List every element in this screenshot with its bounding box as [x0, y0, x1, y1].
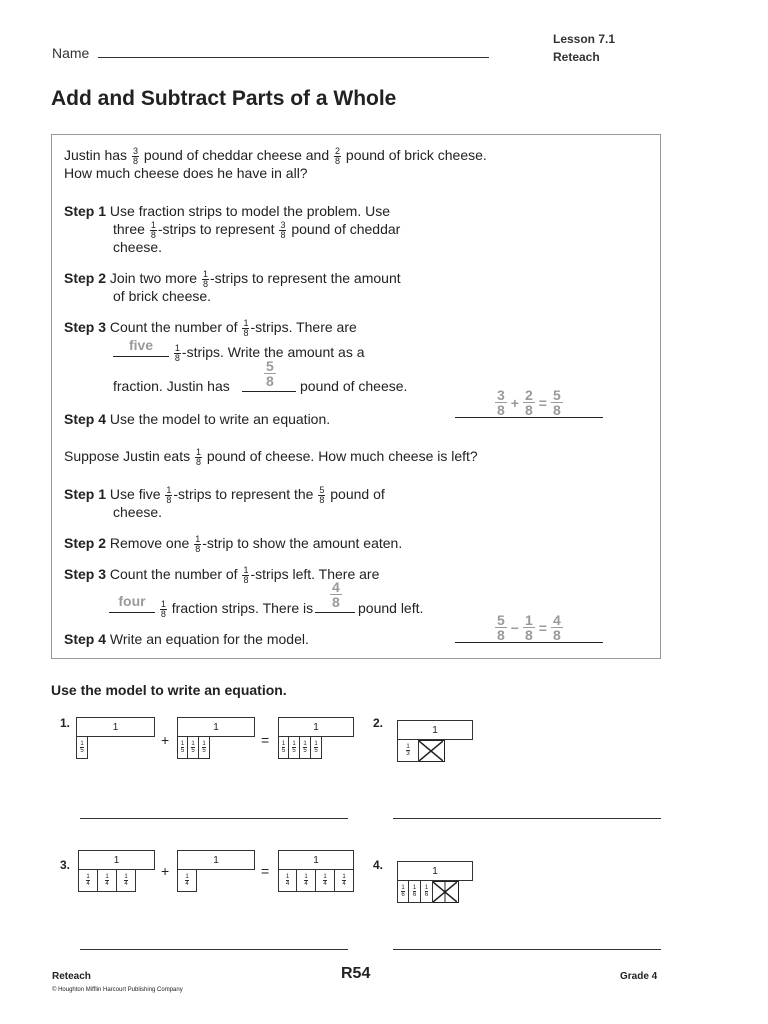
p2-step4: Step 4 Write an equation for the model. — [64, 631, 309, 647]
p1-step1-line2: three $\frac{1}{8}$ -strips to represent $\frac{3}{8}$ pound of cheddar — [113, 219, 401, 240]
problem-2-number: 2. — [373, 716, 384, 730]
copyright: © Houghton Mifflin Harcourt Publishing Company — [52, 987, 183, 993]
p1-intro-line1: Justin has $\frac{3}{8}$ pound of cheddar cheese and $\frac{2}{8}$ pound of brick cheese. — [64, 145, 487, 166]
fraction-3-8: $\frac{3}{8}$ — [132, 145, 138, 166]
p1-step4: Step 4 Use the model to write an equation. — [64, 411, 331, 427]
answer-blank-four[interactable]: four — [109, 599, 155, 613]
p1-step3-line2: five $\frac{1}{8}$ -strips. Write the amount as a — [113, 343, 365, 363]
p2-equation-line[interactable] — [455, 642, 603, 643]
p4-strip: 1 1 6 1 6 1 6 — [397, 861, 473, 903]
p1-step2-line2: of brick cheese. — [113, 288, 212, 304]
p1-strip-left: 1 1 5 — [76, 717, 155, 759]
answer-blank-5-8[interactable]: 5 8 — [242, 359, 296, 392]
p1-intro-line2: How much cheese does he have in all? — [64, 165, 308, 181]
p3-equals: = — [261, 863, 270, 879]
problem-2-answer-line[interactable] — [393, 818, 661, 819]
p1-strip-middle: 1 1 5 1 5 1 5 — [177, 717, 255, 759]
p2-step1-line2: cheese. — [113, 504, 163, 520]
p1-plus: + — [161, 732, 170, 748]
problem-3-number: 3. — [60, 858, 71, 872]
answer-blank-4-8[interactable]: 4 8 — [315, 580, 355, 613]
answer-blank-five[interactable]: five — [113, 343, 169, 357]
problem-4-answer-line[interactable] — [393, 949, 661, 950]
p2-strip: 1 1 3 — [397, 720, 473, 762]
p1-equation-line[interactable] — [455, 417, 603, 418]
lesson-type: Reteach — [553, 50, 600, 64]
practice-heading: Use the model to write an equation. — [51, 682, 287, 698]
p3-strip-left: 1 1 4 1 4 1 4 — [78, 850, 155, 892]
problem-1-number: 1. — [60, 716, 71, 730]
lesson-number: Lesson 7.1 — [553, 32, 616, 46]
name-line[interactable] — [98, 57, 489, 58]
p4-crossed-cells — [433, 881, 459, 903]
p2-equation: 5 8 − $\frac{1}{8}$ = $\frac{4}{8}$ — [497, 612, 561, 643]
p2-crossed-cell — [419, 740, 445, 762]
p3-strip-right: 1 1 4 1 4 1 4 1 4 — [278, 850, 354, 892]
p1-equation: 3 8 + $\frac{2}{8}$ = $\frac{5}{8}$ — [497, 387, 561, 418]
p2-step3-line1: Step 3 Count the number of $\frac{1}{8}$ -strips left. There are — [64, 564, 380, 585]
page-title: Add and Subtract Parts of a Whole — [51, 87, 397, 110]
p1-equals: = — [261, 732, 270, 748]
p2-intro: Suppose Justin eats $\frac{1}{8}$ pound of cheese. How much cheese is left? — [64, 446, 478, 467]
grade-label: Grade 4 — [620, 971, 658, 982]
lesson-info — [553, 30, 615, 66]
footer-label: Reteach — [52, 971, 91, 982]
p3-strip-middle: 1 1 4 — [177, 850, 255, 892]
p2-step2: Step 2 Remove one $\frac{1}{8}$ -strip to show the amount eaten. — [64, 533, 403, 554]
x-mark-icon — [433, 882, 457, 902]
problem-1-answer-line[interactable] — [80, 818, 348, 819]
p2-step3-line2: four $\frac{1}{8}$ fraction strips. There is — [109, 599, 313, 619]
name-label: Name — [52, 45, 90, 61]
p1-step3-line3-end: pound of cheese. — [300, 378, 408, 394]
page-number: R54 — [341, 965, 371, 982]
p1-strip-right: 1 1 5 1 5 1 5 1 5 — [278, 717, 354, 759]
p1-step1-line3: cheese. — [113, 239, 163, 255]
fraction-2-8: $\frac{2}{8}$ — [335, 145, 341, 166]
p1-step2-line1: Step 2 Join two more $\frac{1}{8}$ -strips to represent the amount — [64, 268, 401, 289]
p3-plus: + — [161, 863, 170, 879]
p1-step1-line1: Step 1 Use fraction strips to model the problem. Use — [64, 203, 391, 219]
problem-3-answer-line[interactable] — [80, 949, 348, 950]
p1-step3-line1: Step 3 Count the number of $\frac{1}{8}$ -strips. There are — [64, 317, 357, 338]
p2-step3-line2-end: pound left. — [358, 600, 424, 616]
p1-step3-line3: fraction. Justin has — [113, 378, 230, 394]
x-mark-icon — [419, 741, 443, 761]
p2-step1-line1: Step 1 Use five $\frac{1}{8}$ -strips to represent the $\frac{5}{8}$ pound of — [64, 484, 385, 505]
problem-4-number: 4. — [373, 858, 384, 872]
